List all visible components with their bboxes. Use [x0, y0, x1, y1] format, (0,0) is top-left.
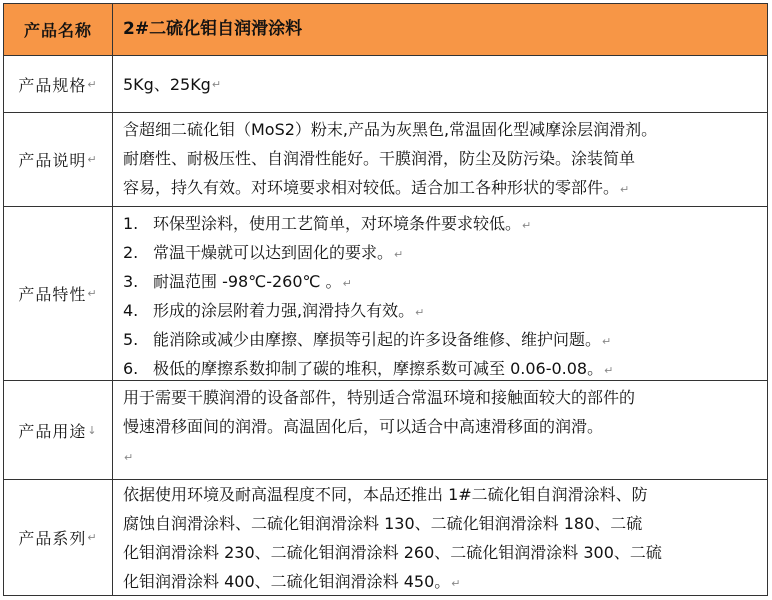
- paragraph-mark-icon: ↵: [124, 451, 134, 464]
- feature-number: 3.: [123, 272, 139, 291]
- row-product-description: [4, 113, 767, 207]
- product-features-label: [4, 207, 113, 380]
- feature-number: 6.: [123, 359, 139, 378]
- usage-line: 慢速滑移面间的润滑。高温固化后，可以适合中高速滑移面的润滑。: [123, 417, 604, 436]
- paragraph-mark-icon: ↵: [87, 531, 98, 544]
- feature-number: 1.: [123, 214, 139, 233]
- series-line: 化钼润滑涂料 230、二硫化钼润滑涂料 260、二硫化钼润滑涂料 300、二硫: [123, 543, 662, 562]
- feature-text: 极低的摩擦系数抑制了碳的堆积，摩擦系数可减至 0.06-0.08。: [153, 359, 604, 378]
- series-line-text: 化钼润滑涂料 400、二硫化钼润滑涂料 450。: [123, 572, 451, 591]
- paragraph-mark-icon: ↵: [415, 306, 425, 319]
- product-series-value: [113, 480, 767, 595]
- paragraph-mark-icon: ↵: [87, 153, 98, 166]
- product-spec-value: [113, 56, 767, 112]
- paragraph-mark-icon: ↵: [620, 183, 630, 196]
- paragraph-mark-icon: ↵: [522, 219, 532, 232]
- product-spec-text: 5Kg、25Kg: [123, 74, 211, 94]
- feature-item: [123, 267, 759, 296]
- description-line: [123, 173, 759, 204]
- paragraph-mark-icon: ↵: [87, 77, 98, 91]
- feature-number: 5.: [123, 330, 139, 349]
- feature-number: 4.: [123, 301, 139, 320]
- feature-item: [123, 296, 759, 325]
- description-line: 含超细二硫化钼（MoS2）粉末,产品为灰黑色,常温固化型减摩涂层润滑剂。: [123, 120, 658, 139]
- product-spec-label-text: 产品规格: [18, 75, 87, 95]
- paragraph-mark-icon: ↵: [211, 77, 222, 91]
- product-usage-value: [113, 381, 767, 479]
- feature-text: 能消除或减少由摩擦、摩损等引起的许多设备维修、维护问题。: [153, 330, 602, 349]
- feature-text: 环保型涂料，使用工艺简单，对环境条件要求较低。: [153, 214, 522, 233]
- feature-number: 2.: [123, 243, 139, 262]
- product-spec-table: [3, 3, 768, 596]
- feature-text: 形成的涂层附着力强,润滑持久有效。: [153, 301, 415, 320]
- product-name-label: 产品名称: [4, 4, 113, 55]
- paragraph-mark-icon: ↵: [87, 287, 98, 300]
- row-product-series: [4, 480, 767, 595]
- row-product-name: [4, 4, 767, 56]
- product-description-label: [4, 113, 113, 206]
- feature-item: [123, 354, 759, 383]
- product-spec-label: [4, 56, 113, 112]
- feature-item: [123, 238, 759, 267]
- feature-item: [123, 209, 759, 238]
- row-product-usage: [4, 381, 767, 480]
- feature-text: 常温干燥就可以达到固化的要求。: [153, 243, 394, 262]
- features-list: [123, 209, 759, 383]
- paragraph-mark-icon: ↵: [602, 335, 612, 348]
- product-series-label-text: 产品系列: [18, 529, 87, 548]
- usage-line: [123, 441, 759, 472]
- product-name-text: 2#二硫化钼自润滑涂料: [123, 19, 303, 39]
- description-line-text: 容易，持久有效。对环境要求相对较低。适合加工各种形状的零部件。: [123, 178, 620, 197]
- product-features-label-text: 产品特性: [18, 285, 87, 304]
- paragraph-mark-icon: ↵: [604, 364, 614, 377]
- product-usage-label-text: 产品用途: [18, 421, 87, 441]
- series-line: [123, 567, 759, 598]
- row-product-spec: [4, 56, 767, 113]
- feature-item: [123, 325, 759, 354]
- product-usage-label: [4, 381, 113, 479]
- product-series-label: [4, 480, 113, 595]
- product-description-value: [113, 113, 767, 206]
- row-product-features: [4, 207, 767, 381]
- feature-text: 耐温范围 -98℃-260℃ 。: [153, 272, 342, 291]
- series-line: 腐蚀自润滑涂料、二硫化钼润滑涂料 130、二硫化钼润滑涂料 180、二硫: [123, 514, 643, 533]
- usage-line: 用于需要干膜润滑的设备部件，特别适合常温环境和接触面较大的部件的: [123, 388, 636, 407]
- series-line: 依据使用环境及耐高温程度不同，本品还推出 1#二硫化钼自润滑涂料、防: [123, 485, 648, 504]
- product-features-value: [113, 207, 767, 380]
- product-description-label-text: 产品说明: [18, 151, 87, 170]
- paragraph-mark-icon: ↵: [451, 577, 461, 590]
- paragraph-mark-icon: ↵: [342, 277, 352, 290]
- product-name-value: [113, 4, 767, 55]
- paragraph-mark-icon: ↵: [394, 248, 404, 261]
- paragraph-mark-icon: ↓: [87, 423, 98, 437]
- description-line: 耐磨性、耐极压性、自润滑性能好。干膜润滑，防尘及防污染。涂装简单: [123, 149, 636, 168]
